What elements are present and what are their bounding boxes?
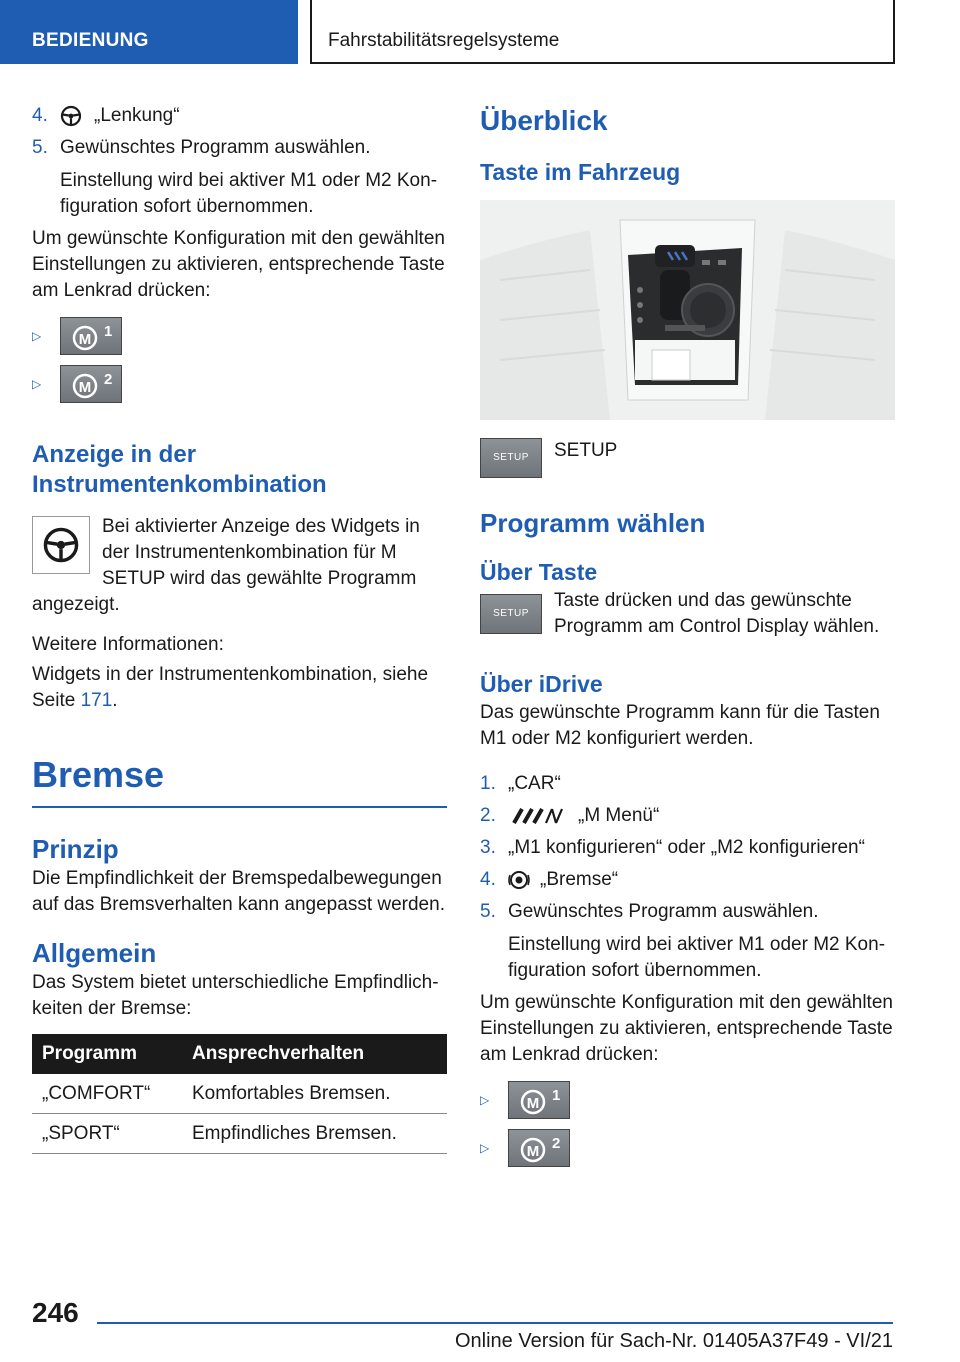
version-text: Online Version für Sach-Nr. 01405A37F49 - VI/21 [454,1330,893,1352]
table-cell: „SPORT“ [32,1114,182,1154]
svg-text:M: M [526,1143,540,1160]
m-button-glyph [67,321,115,351]
step-text: „Lenkung“ [94,105,180,126]
triangle-bullet-icon: ▷ [480,1093,490,1107]
m1-label-hidden: 1 [552,1087,561,1104]
step-number: 4. [480,869,496,890]
svg-text:M: M [78,331,92,348]
prinzip-text: Die Empfindlichkeit der Bremspedalbewegungen auf das Bremsverhalten kann angepasst werden. [32,868,445,915]
taste-heading: Taste im Fahrzeug [480,159,681,185]
section-divider [32,806,447,808]
setup-button-icon [480,594,542,634]
instrument-icon-box [32,516,90,574]
idrive-steps [480,768,895,928]
brake-icon [508,869,530,891]
setup-row [480,438,895,478]
page-reference-suffix: . [112,690,118,711]
programm-heading: Programm wählen [480,508,706,538]
step-item [480,864,895,896]
m2-label-hidden: 2 [552,1135,561,1152]
triangle-bullet-icon: ▷ [32,329,42,343]
step-item [480,832,895,864]
prinzip-heading: Prinzip [32,834,119,864]
steering-intro: Um gewünschte Konfiguration mit den gewählten Einstellungen zu aktivieren, entsprechende Taste am Lenkrad drücken: [480,992,893,1065]
step-text: Gewünschtes Programm auswählen. [60,137,371,158]
chapter-title: Fahrstabilitätsregelsysteme [328,30,560,51]
allgemein-heading: Allgemein [32,938,157,968]
program-table [32,1034,447,1154]
step-item [480,800,895,832]
setup-button-text: SETUP [493,608,529,619]
step-text: „M Menü“ [578,805,660,826]
svg-text:M: M [526,1095,540,1112]
m2-label-hidden: 2 [104,371,113,388]
ueber-taste-text: Taste drücken und das gewünschte Programm am Control Display wählen. [554,590,880,637]
m-button-glyph [515,1133,563,1163]
right-column [480,100,895,1172]
step-number: 3. [480,837,496,858]
m-logo-icon [508,807,564,825]
chapter-tab [310,0,895,64]
bremse-heading: Bremse [32,754,165,795]
m1-label-hidden: 1 [104,323,113,340]
step-item [480,896,895,928]
table-header-row [32,1034,447,1074]
ueber-taste-row [480,588,895,640]
step-detail: Einstellung wird bei aktiver M1 oder M2 Konfiguration sofort übernommen. [60,170,438,217]
bullet-m2 [32,360,447,408]
step-text: „M1 konfigurieren“ oder „M2 konfigurieren“ [508,837,865,858]
page-reference-link[interactable]: 171 [80,690,113,711]
ueber-idrive-text: Das gewünschte Programm kann für die Tasten M1 oder M2 konfiguriert werden. [480,702,880,749]
table-cell: „COMFORT“ [32,1074,182,1114]
table-cell: Komfortables Bremsen. [182,1074,447,1114]
table-row [32,1074,447,1114]
ueber-taste-heading: Über Taste [480,559,598,585]
table-row [32,1114,447,1154]
ueberblick-heading: Überblick [480,105,608,136]
section-title: BEDIENUNG [32,30,149,51]
setup-button-icon [480,438,542,478]
allgemein-text: Das System bietet unterschiedliche Empfindlichkeiten der Bremse: [32,972,439,1019]
step-item [32,100,447,132]
step-number: 5. [480,901,496,922]
triangle-bullet-icon: ▷ [480,1141,490,1155]
bullet-m1 [480,1076,895,1124]
page-number: 246 [32,1297,79,1328]
bullet-m1 [32,312,447,360]
setup-label: SETUP [554,440,618,461]
steering-wheel-icon [42,526,80,564]
bullet-m2 [480,1124,895,1172]
column-header: Ansprechverhalten [182,1034,447,1074]
left-column [32,100,447,1154]
center-console-image [480,200,895,420]
step-item [32,132,447,164]
m-button-glyph [67,369,115,399]
steering-intro: Um gewünschte Konfiguration mit den gewählten Einstellungen zu aktivieren, entsprechende Taste am Lenkrad drücken: [32,228,445,301]
step-text: „Bremse“ [540,869,619,890]
console-photo [480,200,895,420]
ueber-idrive-heading: Über iDrive [480,671,603,697]
more-info-text [32,662,447,714]
m-button-glyph [515,1085,563,1115]
section-tab [0,0,298,64]
column-header: Programm [32,1034,182,1074]
step-number: 1. [480,773,496,794]
setup-button-text: SETUP [493,452,529,463]
step-item [480,768,895,800]
step-number: 2. [480,805,496,826]
steering-wheel-icon [60,105,82,127]
table-cell: Empfindliches Bremsen. [182,1114,447,1154]
m1-button [508,1081,570,1119]
anzeige-text: Bei aktivierter Anzeige des Widgets in der Instrumentenkombination für M SETUP wird das gewählte Programm angezeigt. [32,516,420,615]
step-number: 5. [32,137,48,158]
anzeige-block [32,514,447,618]
more-info-body: Widgets in der Instrumentenkombination, siehe Seite [32,664,429,711]
step-number: 4. [32,105,48,126]
footer-divider [97,1322,893,1324]
step-text: „CAR“ [508,773,561,794]
triangle-bullet-icon: ▷ [32,377,42,391]
m2-button [508,1129,570,1167]
anzeige-heading: Anzeige in der Instrumentenkombination [32,441,327,498]
step-text: Gewünschtes Programm auswählen. [508,901,819,922]
svg-text:M: M [78,379,92,396]
m1-button [60,317,122,355]
step-detail: Einstellung wird bei aktiver M1 oder M2 Konfiguration sofort übernommen. [508,934,886,981]
more-info-label: Weitere Informationen: [32,634,224,655]
m2-button [60,365,122,403]
